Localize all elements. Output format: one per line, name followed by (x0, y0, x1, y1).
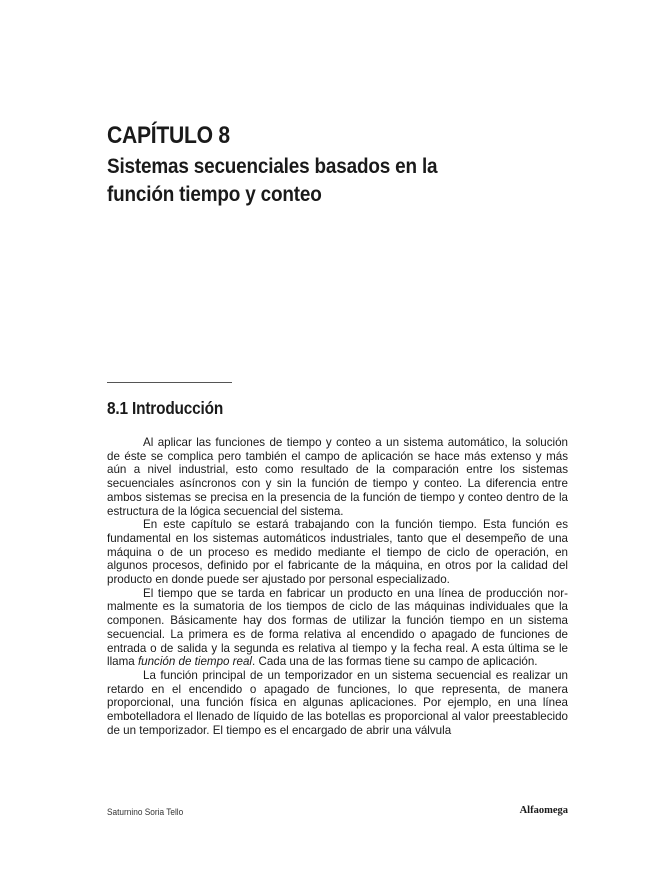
chapter-label: CAPÍTULO 8 (107, 122, 230, 149)
footer-author: Saturnino Soria Tello (107, 807, 184, 817)
paragraph-1: Al aplicar las funciones de tiempo y conteo a un sistema automático, la solución de éste se complica pero también el campo de aplicación se hace más extenso y más aún a nivel industrial, esto como resultado de la comparación entre los sistemas secuenciales asíncronos con y sin la función de tiempo y conteo. La diferencia entre ambos sistemas se precisa en la presencia de la función de tiempo y conteo dentro de la estructura de la lógica secuencial del sistema. (107, 436, 568, 518)
paragraph-3-text-end: . Cada una de las formas tiene su campo de aplicación. (252, 655, 538, 669)
chapter-title-line-1: Sistemas secuenciales basados en la (107, 154, 438, 178)
paragraph-3-emphasis: función de tiempo real (137, 655, 253, 669)
section-heading: 8.1 Introducción (107, 398, 224, 418)
chapter-title-line-2: función tiempo y conteo (107, 182, 322, 206)
paragraph-4: La función principal de un temporizador en un sistema secuencial es realizar un retardo en el encendido o apagado de funciones, lo que representa, de manera proporcional, una función física en algunas aplicaciones. Por ejemplo, en una línea embotelladora el llenado de líquido de las botellas es proporcional al valor preestablecido de un temporizador. El tiempo es el encargado de abrir una válvula (107, 668, 568, 737)
section-divider (107, 382, 232, 383)
paragraph-3-text-start: El tiempo que se tarda en fabricar un producto en una línea de producción normalmente es la sumatoria de los tiempos de ciclo de las máquinas individuales que la componen. Básicamente hay dos formas de utilizar la función tiempo en un sistema secuencial. La primera es de forma relativa al encendido o apagado de funciones de entrada o de salida y la segunda es relativa al tiempo y la fecha real. A esta última se le llama (107, 586, 568, 669)
footer-publisher: Alfaomega (519, 805, 568, 816)
paragraph-3 (107, 587, 568, 669)
body-text (107, 436, 568, 737)
chapter-title (107, 152, 494, 208)
paragraph-2: En este capítulo se estará trabajando con la función tiempo. Esta función es fundamental en los sistemas automáticos industriales, tanto que el desempeño de una máquina o de un proceso es medido mediante el tiempo de ciclo de operación, en algunos procesos, definido por el fabricante de la máquina, en otros por la calidad del producto en donde puede ser ajustado por personal especializado. (107, 518, 568, 587)
